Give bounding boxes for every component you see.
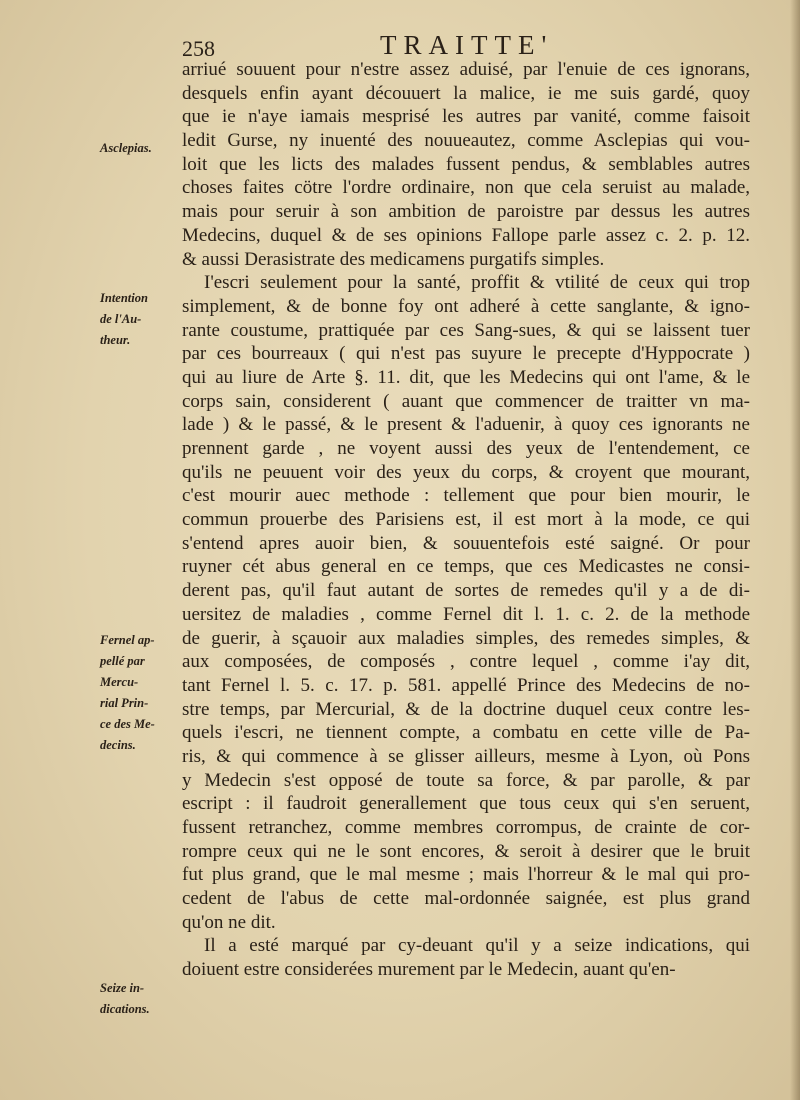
- text-line: rante coustume, prattiquée par ces Sang-sues, & qui se laissent tuer: [182, 319, 750, 341]
- text-line: prennent garde , ne voyent aussi des yeux de l'entendement, ce: [182, 438, 750, 459]
- text-line: uersitez de maladies , comme Fernel dit l. 1. c. 2. de la methode: [182, 603, 750, 625]
- running-title: TRAITTE': [380, 30, 554, 60]
- text-line: qu'on ne dit.: [182, 911, 276, 933]
- text-line: de guerir, à sçauoir aux maladies simples, des remedes simples, &: [182, 627, 750, 649]
- text-line: & aussi Derasistrate des medicamens purgatifs simples.: [182, 248, 605, 270]
- margin-note-asclepias: [100, 138, 182, 159]
- margin-note-line: dications.: [100, 1002, 150, 1016]
- text-line: ruyner cét abus general en ce temps, que ces Medicastes ne consi-: [182, 556, 750, 578]
- margin-note-line: de l'Au-: [100, 312, 142, 326]
- margin-note-line: ce des Me-: [100, 717, 155, 731]
- text-line: quels i'escri, ne tiennent compte, a combatu en cette ville de Pa-: [182, 722, 750, 744]
- margin-note-line: Intention: [100, 291, 148, 305]
- text-line: par ces bourreaux ( qui n'est pas suyure le precepte d'Hyppocrate ): [182, 343, 750, 365]
- text-line: qui au liure de Arte §. 11. dit, que les Medecins qui ont l'ame, & le: [182, 366, 750, 388]
- text-line: ris, & qui commence à se glisser ailleurs, mesme à Lyon, où Pons: [182, 745, 750, 767]
- page-header: [182, 28, 742, 62]
- margin-note-line: rial Prin-: [100, 696, 149, 710]
- text-line: corps sain, considerent ( auant que commencer de traitter vn ma-: [182, 390, 750, 412]
- text-line: c'est mourir auec methode : tellement que pour bien mourir, le: [182, 485, 750, 507]
- text-line: aux composées, de composés , contre lequel , comme i'ay dit,: [182, 651, 750, 673]
- text-line: mais pour seruir à son ambition de paroistre par dessus les autres: [182, 201, 750, 223]
- text-line: stre temps, par Mercurial, & de la doctrine duquel ceux contre les-: [182, 698, 750, 720]
- text-line: commun prouerbe des Parisiens est, il est mort à la mode, ce qui: [182, 509, 750, 531]
- text-line: lade ) & le passé, & le present & l'aduenir, à quoy ces ignorants ne: [182, 414, 750, 436]
- margin-note-line: Asclepias.: [100, 141, 152, 155]
- text-line: s'entend apres auoir bien, & souuentefois esté saigné. Or pour: [182, 532, 750, 554]
- text-line: fut plus grand, que le mal mesme ; mais l'horreur & le mal qui pro-: [182, 864, 750, 886]
- margin-note-line: Fernel ap-: [100, 633, 155, 647]
- text-line: choses faites cötre l'ordre ordinaire, non que cela seruist au malade,: [182, 177, 750, 199]
- text-line: Il a esté marqué par cy-deuant qu'il y a seize indications, qui: [204, 935, 750, 957]
- margin-note-line: theur.: [100, 333, 131, 347]
- text-line: desquels enfin ayant découuert la malice, ie me suis gardé, quoy: [182, 82, 750, 104]
- text-line: rompre ceux qui ne le sont encores, & seroit à desirer que le bruit: [182, 840, 750, 862]
- text-line: fussent retranchez, comme membres corrompus, de crainte de cor-: [182, 817, 750, 838]
- margin-note-line: decins.: [100, 738, 136, 752]
- text-line: Medecins, duquel & de ses opinions Fallope parle assez c. 2. p. 12.: [182, 224, 750, 246]
- page-number: 258: [182, 36, 215, 61]
- text-line: I'escri seulement pour la santé, proffit & vtilité de ceux qui trop: [204, 272, 750, 294]
- body-text: [182, 58, 750, 982]
- margin-note-line: pellé par: [100, 654, 145, 668]
- text-line: derent pas, qu'il faut autant de sortes de remedes qu'il y a de di-: [182, 580, 750, 602]
- text-line: arriué souuent pour n'estre assez aduisé, par l'enuie de ces ignorans,: [182, 59, 750, 80]
- text-line: y Medecin s'est opposé de toute sa force, & par parolle, & par: [182, 769, 750, 791]
- text-line: que ie n'aye iamais mesprisé les autres par vanité, comme faisoit: [182, 106, 750, 128]
- margin-note-intention: [100, 288, 182, 351]
- text-line: cedent de l'abus de cette mal-ordonnée saignée, est plus grand: [182, 888, 750, 910]
- margin-note-seize: [100, 978, 182, 1020]
- text-line: escript : il faudroit generallement que tous ceux qui s'en seruent,: [182, 793, 750, 815]
- margin-note-line: Mercu-: [100, 675, 139, 689]
- margin-note-line: Seize in-: [100, 981, 145, 995]
- text-line: simplement, & de bonne foy ont adheré à cette sanglante, & igno-: [182, 295, 750, 317]
- text-line: tant Fernel l. 5. c. 17. p. 581. appellé Prince des Medecins de no-: [182, 674, 750, 696]
- text-line: doiuent estre considerées murement par le Medecin, auant qu'en-: [182, 959, 676, 981]
- text-line: qu'ils ne peuuent voir des yeux du corps, & croyent que mourant,: [182, 461, 750, 483]
- text-line: loit que les licts des malades fussent pendus, & semblables autres: [182, 153, 750, 175]
- text-line: ledit Gurse, ny inuenté des nouueautez, comme Asclepias qui vou-: [182, 130, 750, 152]
- margin-note-fernel: [100, 630, 182, 756]
